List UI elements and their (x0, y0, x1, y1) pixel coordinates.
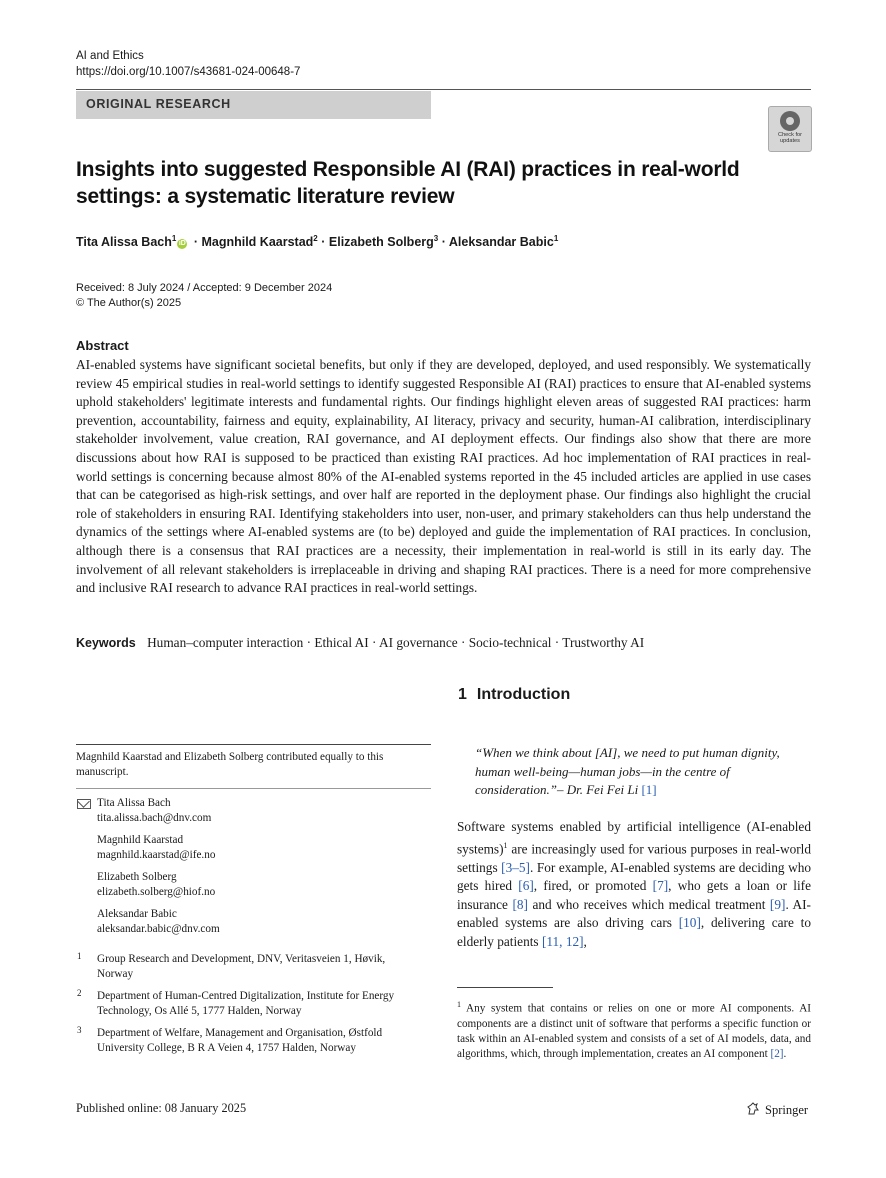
keyword: Trustworthy AI (562, 635, 645, 650)
paper-title: Insights into suggested Responsible AI (RAI) practices in real-world settings: a systematic literature review (76, 158, 740, 208)
author-name[interactable]: Tita Alissa Bach (76, 235, 172, 250)
section-heading-introduction: 1 Introduction (458, 686, 571, 703)
footnote-marker[interactable]: 1 (503, 840, 508, 850)
published-date: Published online: 08 January 2025 (76, 1101, 247, 1115)
affiliation-number: 1 (77, 951, 82, 961)
article-type-label: ORIGINAL RESEARCH (86, 97, 231, 111)
footnote-rule (457, 987, 553, 988)
citation-link[interactable]: [11, 12] (541, 933, 584, 949)
contact-entry: Aleksandar Babic aleksandar.babic@dnv.com (97, 908, 220, 935)
citation-link[interactable]: [8] (512, 896, 528, 912)
article-dates: Received: 8 July 2024 / Accepted: 9 December 2024 © The Author(s) 2025 (76, 282, 333, 309)
journal-name: AI and Ethics (76, 50, 144, 62)
keyword: Human–computer interaction (147, 635, 304, 650)
orcid-icon[interactable]: iD (178, 240, 186, 248)
email-link[interactable]: aleksandar.babic@dnv.com (97, 923, 220, 935)
keyword: Socio-technical (468, 635, 552, 650)
author-name[interactable]: Aleksandar Babic (448, 235, 554, 250)
keywords-label: Keywords (76, 636, 136, 650)
check-for-updates-badge[interactable]: Check for updates (768, 106, 812, 152)
doi-link[interactable]: https://doi.org/10.1007/s43681-024-00648-7 (76, 66, 301, 78)
author-list: Tita Alissa Bach$^1$iD · Magnhild Kaarstad$^2$ · Elizabeth Solberg$^3$ · Aleksandar Babic$^1$ (76, 234, 559, 250)
keyword: Ethical AI (314, 635, 369, 650)
contact-entry: Magnhild Kaarstad magnhild.kaarstad@ife.no (97, 834, 216, 861)
contact-entry: Tita Alissa Bach tita.alissa.bach@dnv.com (97, 797, 212, 824)
citation-link[interactable]: [6] (518, 878, 534, 894)
email-link[interactable]: magnhild.kaarstad@ife.no (97, 849, 216, 861)
journal-header (76, 48, 300, 80)
author-name[interactable]: Elizabeth Solberg (328, 235, 434, 250)
affiliation-text: Department of Welfare, Management and Organisation, Østfold University College, B R A Veien 4, 1757 Halden, Norway (97, 1027, 383, 1054)
affiliation-text: Group Research and Development, DNV, Veritasveien 1, Høvik, Norway (97, 953, 386, 980)
abstract-text: AI-enabled systems have significant societal benefits, but only if they are developed, deployed, and used responsibly. We systematically review 45 empirical studies in real-world settings to identify suggested Responsible AI (RAI) practices to ensure that AI-enabled systems uphold stakeholders' legitimate interests and fundamental rights. Our findings highlight eleven areas of suggested RAI practices: harm prevention, accountability, fairness and equity, explainability, AI literacy, privacy and security, human-AI calibration, interdisciplinary stakeholder involvement, value creation, RAI governance, and AI deployment effects. Our findings also show that there are more discussions about how RAI is supposed to be practiced than existing RAI practices. Ad hoc implementation of RAI practices in real-world settings is concerning because almost 80% of the AI-enabled systems reported in the 45 included articles are applied in use cases that can be categorised as high-risk settings, and over half are reported in the deployment phase. Our findings also highlight the crucial role of stakeholders in ensuring RAI. Identifying stakeholders into user, non-user, and primary stakeholders can thus help understand the dynamics of the settings where AI-enabled systems are (to be) deployed and guide the implementation of RAI practices. In conclusion, although there is a consensus that RAI practices are a necessity, their implementation in real-world is still in its early day. The involvement of all relevant stakeholders is irreplaceable in driving and shaping RAI practices. There is a need for more comprehensive and inclusive RAI research to advance RAI practices in real-world settings. (76, 357, 811, 596)
header-rule (76, 89, 811, 90)
footnote: $^1$ Any system that contains or relies on one or more AI components. AI components are a distinct unit of software that performs a specific function or task within an AI-enabled system and consists of a set of AI models, data, and algorithms, which, through implementation, creates an AI component [2]. (457, 1000, 811, 1060)
springer-horse-icon (746, 1102, 760, 1116)
keywords: Keywords Human–computer interaction · Ethical AI · AI governance · Socio-technical · Trustworthy AI (76, 635, 645, 650)
contact-entry: Elizabeth Solberg elizabeth.solberg@hiof.no (97, 871, 216, 898)
citation-link[interactable]: [2] (770, 1047, 784, 1060)
affiliation-number: 3 (77, 1025, 82, 1035)
email-link[interactable]: elizabeth.solberg@hiof.no (97, 886, 216, 898)
epigraph-quote: “When we think about [AI], we need to put human dignity, human well-being—human jobs—in the centre of consideration.”– Dr. Fei Fei Li [1] (475, 745, 780, 798)
check-updates-icon (780, 111, 800, 131)
keyword: AI governance (379, 635, 458, 650)
envelope-icon (77, 799, 91, 809)
citation-link[interactable]: [7] (652, 878, 669, 894)
email-link[interactable]: tita.alissa.bach@dnv.com (97, 812, 212, 824)
left-column-divider (76, 788, 431, 789)
introduction-paragraph: Software systems enabled by artificial intelligence (AI-enabled systems)$^1$ are increasingly used for various purposes in real-world settings [3–5]. For example, AI-enabled systems are deciding who gets hired [6], fired, or promoted [7], who gets a loan or life insurance [8] and who receives which medical treatment [9]. AI-enabled systems are also driving cars [10], delivering care to elderly patients [11, 12], (457, 819, 811, 949)
publisher-logo[interactable]: Springer (746, 1102, 808, 1118)
affiliation-text: Department of Human-Centred Digitalization, Institute for Energy Technology, Os Allé 5, 1777 Halden, Norway (97, 990, 395, 1017)
citation-link[interactable]: [9] (769, 896, 786, 912)
left-column-rule (76, 744, 431, 745)
citation-link[interactable]: [1] (641, 782, 657, 798)
citation-link[interactable]: [3–5] (501, 859, 530, 875)
abstract-heading: Abstract (76, 338, 129, 353)
author-name[interactable]: Magnhild Kaarstad (201, 235, 314, 250)
citation-link[interactable]: [10] (678, 915, 701, 931)
affiliation-number: 2 (77, 988, 82, 998)
contribution-note: Magnhild Kaarstad and Elizabeth Solberg contributed equally to this manuscript. (76, 751, 384, 778)
